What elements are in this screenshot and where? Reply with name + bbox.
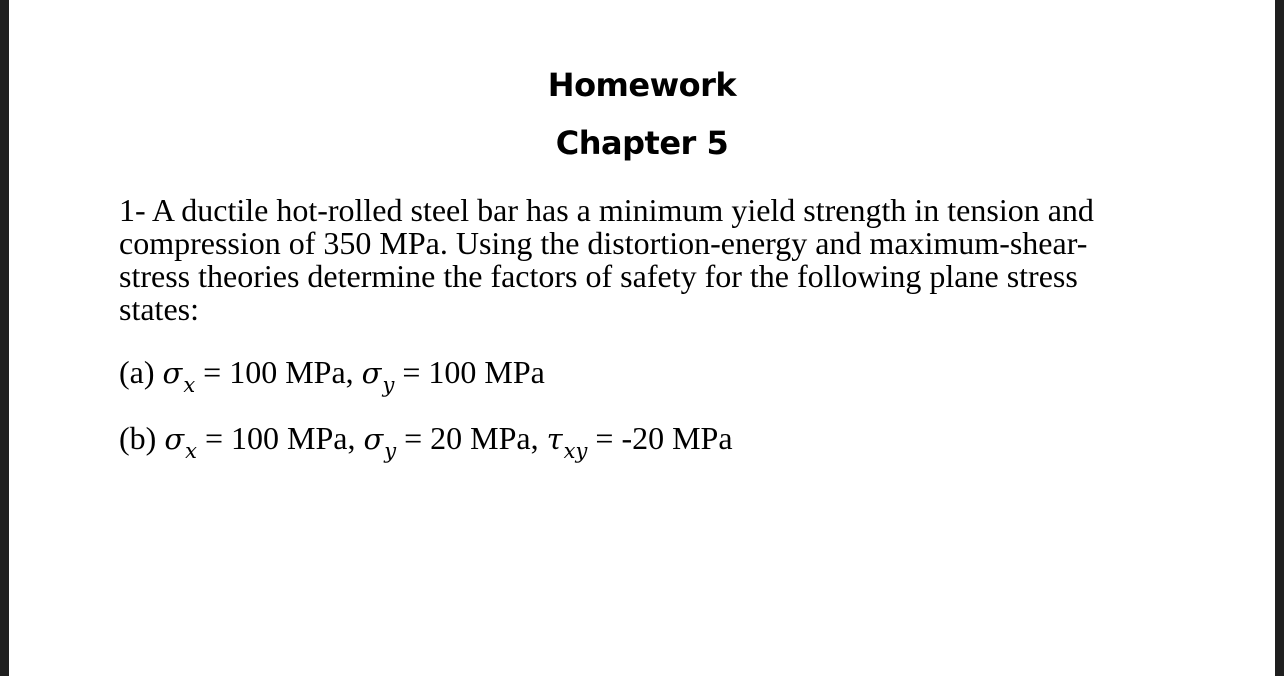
sigma-y-subscript: y (384, 439, 397, 463)
state-a-label: (a) (119, 354, 163, 390)
document-page (9, 0, 1275, 676)
sigma-x-symbol: σ (162, 356, 183, 390)
problem-statement: 1- A ductile hot-rolled steel bar has a minimum yield strength in tension and compression of 350 MPa. Using the distortion-energy and maximum-shear-stress theories determine the factors of safety for the following plane stress states: (119, 192, 1094, 327)
sigma-y-value: = 20 MPa, (396, 420, 547, 456)
stress-state-b (119, 420, 733, 463)
sigma-y-value: = 100 MPa (394, 354, 545, 390)
state-b-label: (b) (119, 420, 165, 456)
sigma-x-value: = 100 MPa, (196, 420, 364, 456)
sigma-x-symbol: σ (164, 422, 185, 456)
sigma-y-symbol: σ (361, 356, 382, 390)
tau-xy-value: = -20 MPa (587, 420, 733, 456)
sigma-x-value: = 100 MPa, (195, 354, 362, 390)
document-title: Homework (547, 66, 737, 104)
sigma-x-subscript: x (183, 373, 196, 397)
chapter-heading: Chapter 5 (555, 124, 729, 162)
tau-xy-subscript: xy (563, 439, 588, 463)
sigma-y-symbol: σ (363, 422, 384, 456)
stress-state-a (119, 354, 545, 397)
sigma-x-subscript: x (185, 439, 197, 463)
sigma-y-subscript: y (382, 373, 395, 397)
tau-xy-symbol: τ (546, 422, 563, 456)
